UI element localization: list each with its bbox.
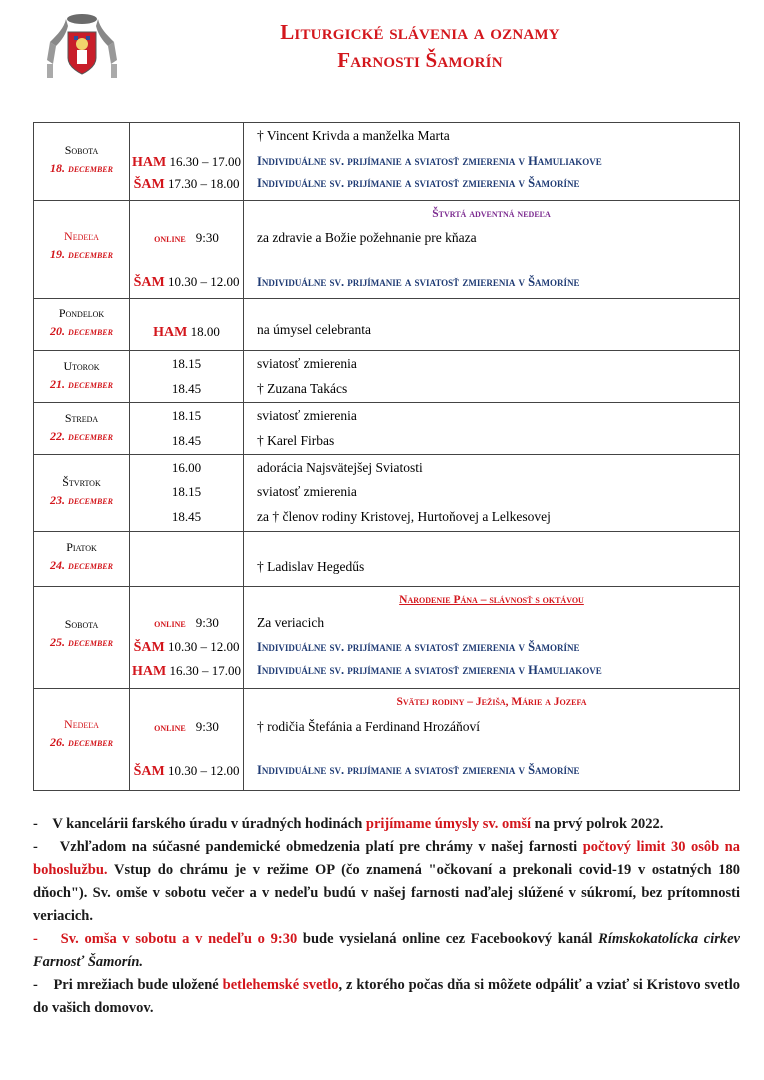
event-text: za † členov rodiny Kristovej, Hurtoňovej a Lelkesovej bbox=[257, 509, 551, 524]
day-name: Pondelok bbox=[58, 306, 105, 320]
event-cell bbox=[244, 201, 740, 299]
day-date: 19. december bbox=[50, 247, 113, 261]
table-row bbox=[34, 201, 740, 299]
online-label: online bbox=[154, 616, 186, 630]
facebook-channel-name: Rímskokatolícka cirkev Farnosť Šamorín. bbox=[33, 931, 740, 970]
day-date: 26. december bbox=[50, 735, 113, 749]
day-name: Sobota bbox=[64, 143, 99, 157]
event-text: sviatosť zmierenia bbox=[257, 408, 357, 423]
announcement-item: - Pri mrežiach bude uložené betlehemské svetlo, z ktorého počas dňa si môžete odpáliť a vziať si Kristovo svetlo do vašich domovov. bbox=[33, 977, 740, 1016]
page-subtitle: Farnosti Šamorín bbox=[337, 48, 503, 72]
announcement-text: bude vysielaná online cez Facebookový kanál bbox=[297, 931, 599, 947]
table-row bbox=[34, 299, 740, 351]
table-row bbox=[34, 123, 740, 201]
time-value: 18.00 bbox=[190, 324, 220, 339]
event-text: Individuálne sv. prijímanie a sviatosť zmierenia v Šamoríne bbox=[257, 176, 580, 190]
highlight-text: betlehemské svetlo bbox=[222, 977, 339, 993]
event-text: † Zuzana Takács bbox=[257, 381, 348, 396]
table-row bbox=[34, 689, 740, 791]
day-date: 18. december bbox=[50, 161, 113, 175]
day-name: Piatok bbox=[66, 540, 97, 554]
announcement-text: V kancelárii farského úradu v úradných hodinách bbox=[52, 816, 366, 832]
feast-title: Štvrtá adventná nedeľa bbox=[432, 208, 551, 220]
day-name: Sobota bbox=[64, 617, 99, 631]
event-cell bbox=[244, 455, 740, 532]
event-text: adorácia Najsvätejšej Sviatosti bbox=[257, 460, 423, 475]
page-title: Liturgické slávenia a oznamy bbox=[280, 20, 560, 44]
location-label: HAM bbox=[132, 664, 167, 679]
event-text: † rodičia Štefánia a Ferdinand Hrozáňoví bbox=[257, 719, 481, 734]
day-name: Nedeľa bbox=[64, 717, 99, 731]
time-value: 9:30 bbox=[195, 615, 219, 630]
day-name: Utorok bbox=[63, 359, 100, 373]
time-cell bbox=[130, 123, 244, 201]
announcements bbox=[33, 813, 740, 1020]
event-cell bbox=[244, 299, 740, 351]
time-value: 9:30 bbox=[195, 230, 219, 245]
table-row bbox=[34, 587, 740, 689]
schedule-table bbox=[33, 122, 740, 791]
location-label: HAM bbox=[153, 325, 188, 340]
time-value: 18.45 bbox=[171, 509, 202, 524]
event-text: † Ladislav Hegedűs bbox=[257, 559, 365, 574]
day-name: Streda bbox=[64, 411, 99, 425]
announcement-text: na prvý polrok 2022. bbox=[531, 816, 664, 832]
time-cell bbox=[130, 532, 244, 587]
event-text: Individuálne sv. prijímanie a sviatosť zmierenia v Šamoríne bbox=[257, 275, 580, 289]
day-cell bbox=[34, 123, 130, 201]
table-row bbox=[34, 532, 740, 587]
day-name: Nedeľa bbox=[64, 229, 99, 243]
announcement-text: , z ktorého počas dňa si môžete odpáliť a vziať si Kristovo svetlo do vašich domovov. bbox=[33, 977, 740, 1016]
event-cell bbox=[244, 689, 740, 791]
day-date: 20. december bbox=[50, 324, 113, 338]
table-row bbox=[34, 455, 740, 532]
time-value: 16.30 – 17.00 bbox=[169, 663, 241, 678]
highlight-text: Sv. omša v sobotu a v nedeľu o 9:30 bbox=[60, 931, 298, 947]
time-value: 18.45 bbox=[171, 433, 202, 448]
time-value: 10.30 – 12.00 bbox=[167, 639, 240, 654]
event-cell bbox=[244, 403, 740, 455]
day-cell bbox=[34, 587, 130, 689]
time-value: 18.15 bbox=[171, 484, 202, 499]
location-label: ŠAM bbox=[133, 764, 165, 779]
feast-title: Narodenie Pána – slávnosť s oktávou bbox=[399, 594, 584, 606]
announcement-text: Pri mrežiach bude uložené bbox=[53, 977, 223, 993]
time-value: 18.15 bbox=[171, 408, 202, 423]
location-label: ŠAM bbox=[133, 177, 165, 192]
location-label: ŠAM bbox=[133, 275, 165, 290]
time-value: 16.30 – 17.00 bbox=[169, 154, 241, 169]
feast-title: Svätej rodiny – Ježiša, Márie a Jozefa bbox=[396, 696, 587, 708]
event-text: Individuálne sv. prijímanie a sviatosť zmierenia v Hamuliakove bbox=[257, 154, 602, 168]
event-text: Individuálne sv. prijímanie a sviatosť zmierenia v Šamoríne bbox=[257, 640, 580, 654]
highlight-text: prijímame úmysly sv. omší bbox=[365, 816, 532, 832]
time-value: 9:30 bbox=[195, 719, 219, 734]
time-cell bbox=[130, 351, 244, 403]
event-text: † Karel Firbas bbox=[257, 433, 335, 448]
day-date: 25. december bbox=[50, 635, 113, 649]
time-cell bbox=[130, 201, 244, 299]
time-value: 10.30 – 12.00 bbox=[167, 274, 240, 289]
day-cell bbox=[34, 689, 130, 791]
day-date: 22. december bbox=[50, 429, 113, 443]
time-value: 16.00 bbox=[171, 460, 202, 475]
online-label: online bbox=[154, 231, 186, 245]
day-name: Štvrtok bbox=[62, 475, 101, 489]
highlight-text: počtový limit 30 osôb na bohoslužbu. bbox=[33, 839, 740, 878]
announcement-item: - V kancelárii farského úradu v úradných hodinách prijímame úmysly sv. omší na prvý polrok 2022. bbox=[33, 816, 664, 832]
parish-coat-of-arms-logo bbox=[44, 12, 120, 82]
location-label: HAM bbox=[132, 155, 167, 170]
time-value: 18.15 bbox=[171, 356, 202, 371]
announcement-text: Vzhľadom na súčasné pandemické obmedzenia platí pre chrámy v našej farnosti bbox=[59, 839, 583, 855]
event-text: Za veriacich bbox=[257, 615, 325, 630]
event-text: Individuálne sv. prijímanie a sviatosť zmierenia v Šamoríne bbox=[257, 763, 580, 777]
day-date: 21. december bbox=[50, 377, 113, 391]
time-cell bbox=[130, 299, 244, 351]
day-cell bbox=[34, 403, 130, 455]
time-cell bbox=[130, 403, 244, 455]
event-text: na úmysel celebranta bbox=[257, 322, 371, 337]
event-text: sviatosť zmierenia bbox=[257, 356, 357, 371]
day-cell bbox=[34, 532, 130, 587]
event-cell bbox=[244, 123, 740, 201]
event-text: † Vincent Krivda a manželka Marta bbox=[257, 128, 450, 143]
event-text: sviatosť zmierenia bbox=[257, 484, 357, 499]
time-value: 18.45 bbox=[171, 381, 202, 396]
day-cell bbox=[34, 351, 130, 403]
time-value: 10.30 – 12.00 bbox=[167, 763, 240, 778]
day-date: 24. december bbox=[50, 558, 113, 572]
time-cell bbox=[130, 587, 244, 689]
time-value: 17.30 – 18.00 bbox=[167, 176, 240, 191]
day-cell bbox=[34, 201, 130, 299]
time-cell bbox=[130, 689, 244, 791]
time-cell bbox=[130, 455, 244, 532]
day-date: 23. december bbox=[50, 493, 113, 507]
event-cell bbox=[244, 532, 740, 587]
event-text: za zdravie a Božie požehnanie pre kňaza bbox=[257, 230, 477, 245]
announcement-item: - Sv. omša v sobotu a v nedeľu o 9:30 bude vysielaná online cez Facebookový kanál Rímskokatolícka cirkev Farnosť Šamorín. bbox=[33, 931, 740, 970]
day-cell bbox=[34, 299, 130, 351]
announcement-item: - Vzhľadom na súčasné pandemické obmedzenia platí pre chrámy v našej farnosti počtový limit 30 osôb na bohoslužbu. Vstup do chrámu je v režime OP (čo znamená "očkovaní a prekonali covid-19 v ostatných 180 dňoch"). Sv. omše v sobotu večer a v nedeľu budú v našej farnosti naďalej slúžené v súkromí, bez prítomnosti veriacich. bbox=[33, 839, 740, 924]
event-cell bbox=[244, 587, 740, 689]
online-label: online bbox=[154, 720, 186, 734]
announcement-text: Vstup do chrámu je v režime OP (čo znamená "očkovaní a prekonali covid-19 v ostatných 180 dňoch"). Sv. omše v sobotu večer a v nedeľu budú v našej farnosti naďalej slúžené v súkromí, bez prítomnosti veriacich. bbox=[33, 862, 740, 924]
event-cell bbox=[244, 351, 740, 403]
location-label: ŠAM bbox=[133, 640, 165, 655]
table-row bbox=[34, 351, 740, 403]
event-text: Individuálne sv. prijímanie a sviatosť zmierenia v Hamuliakove bbox=[257, 663, 602, 677]
day-cell bbox=[34, 455, 130, 532]
table-row bbox=[34, 403, 740, 455]
